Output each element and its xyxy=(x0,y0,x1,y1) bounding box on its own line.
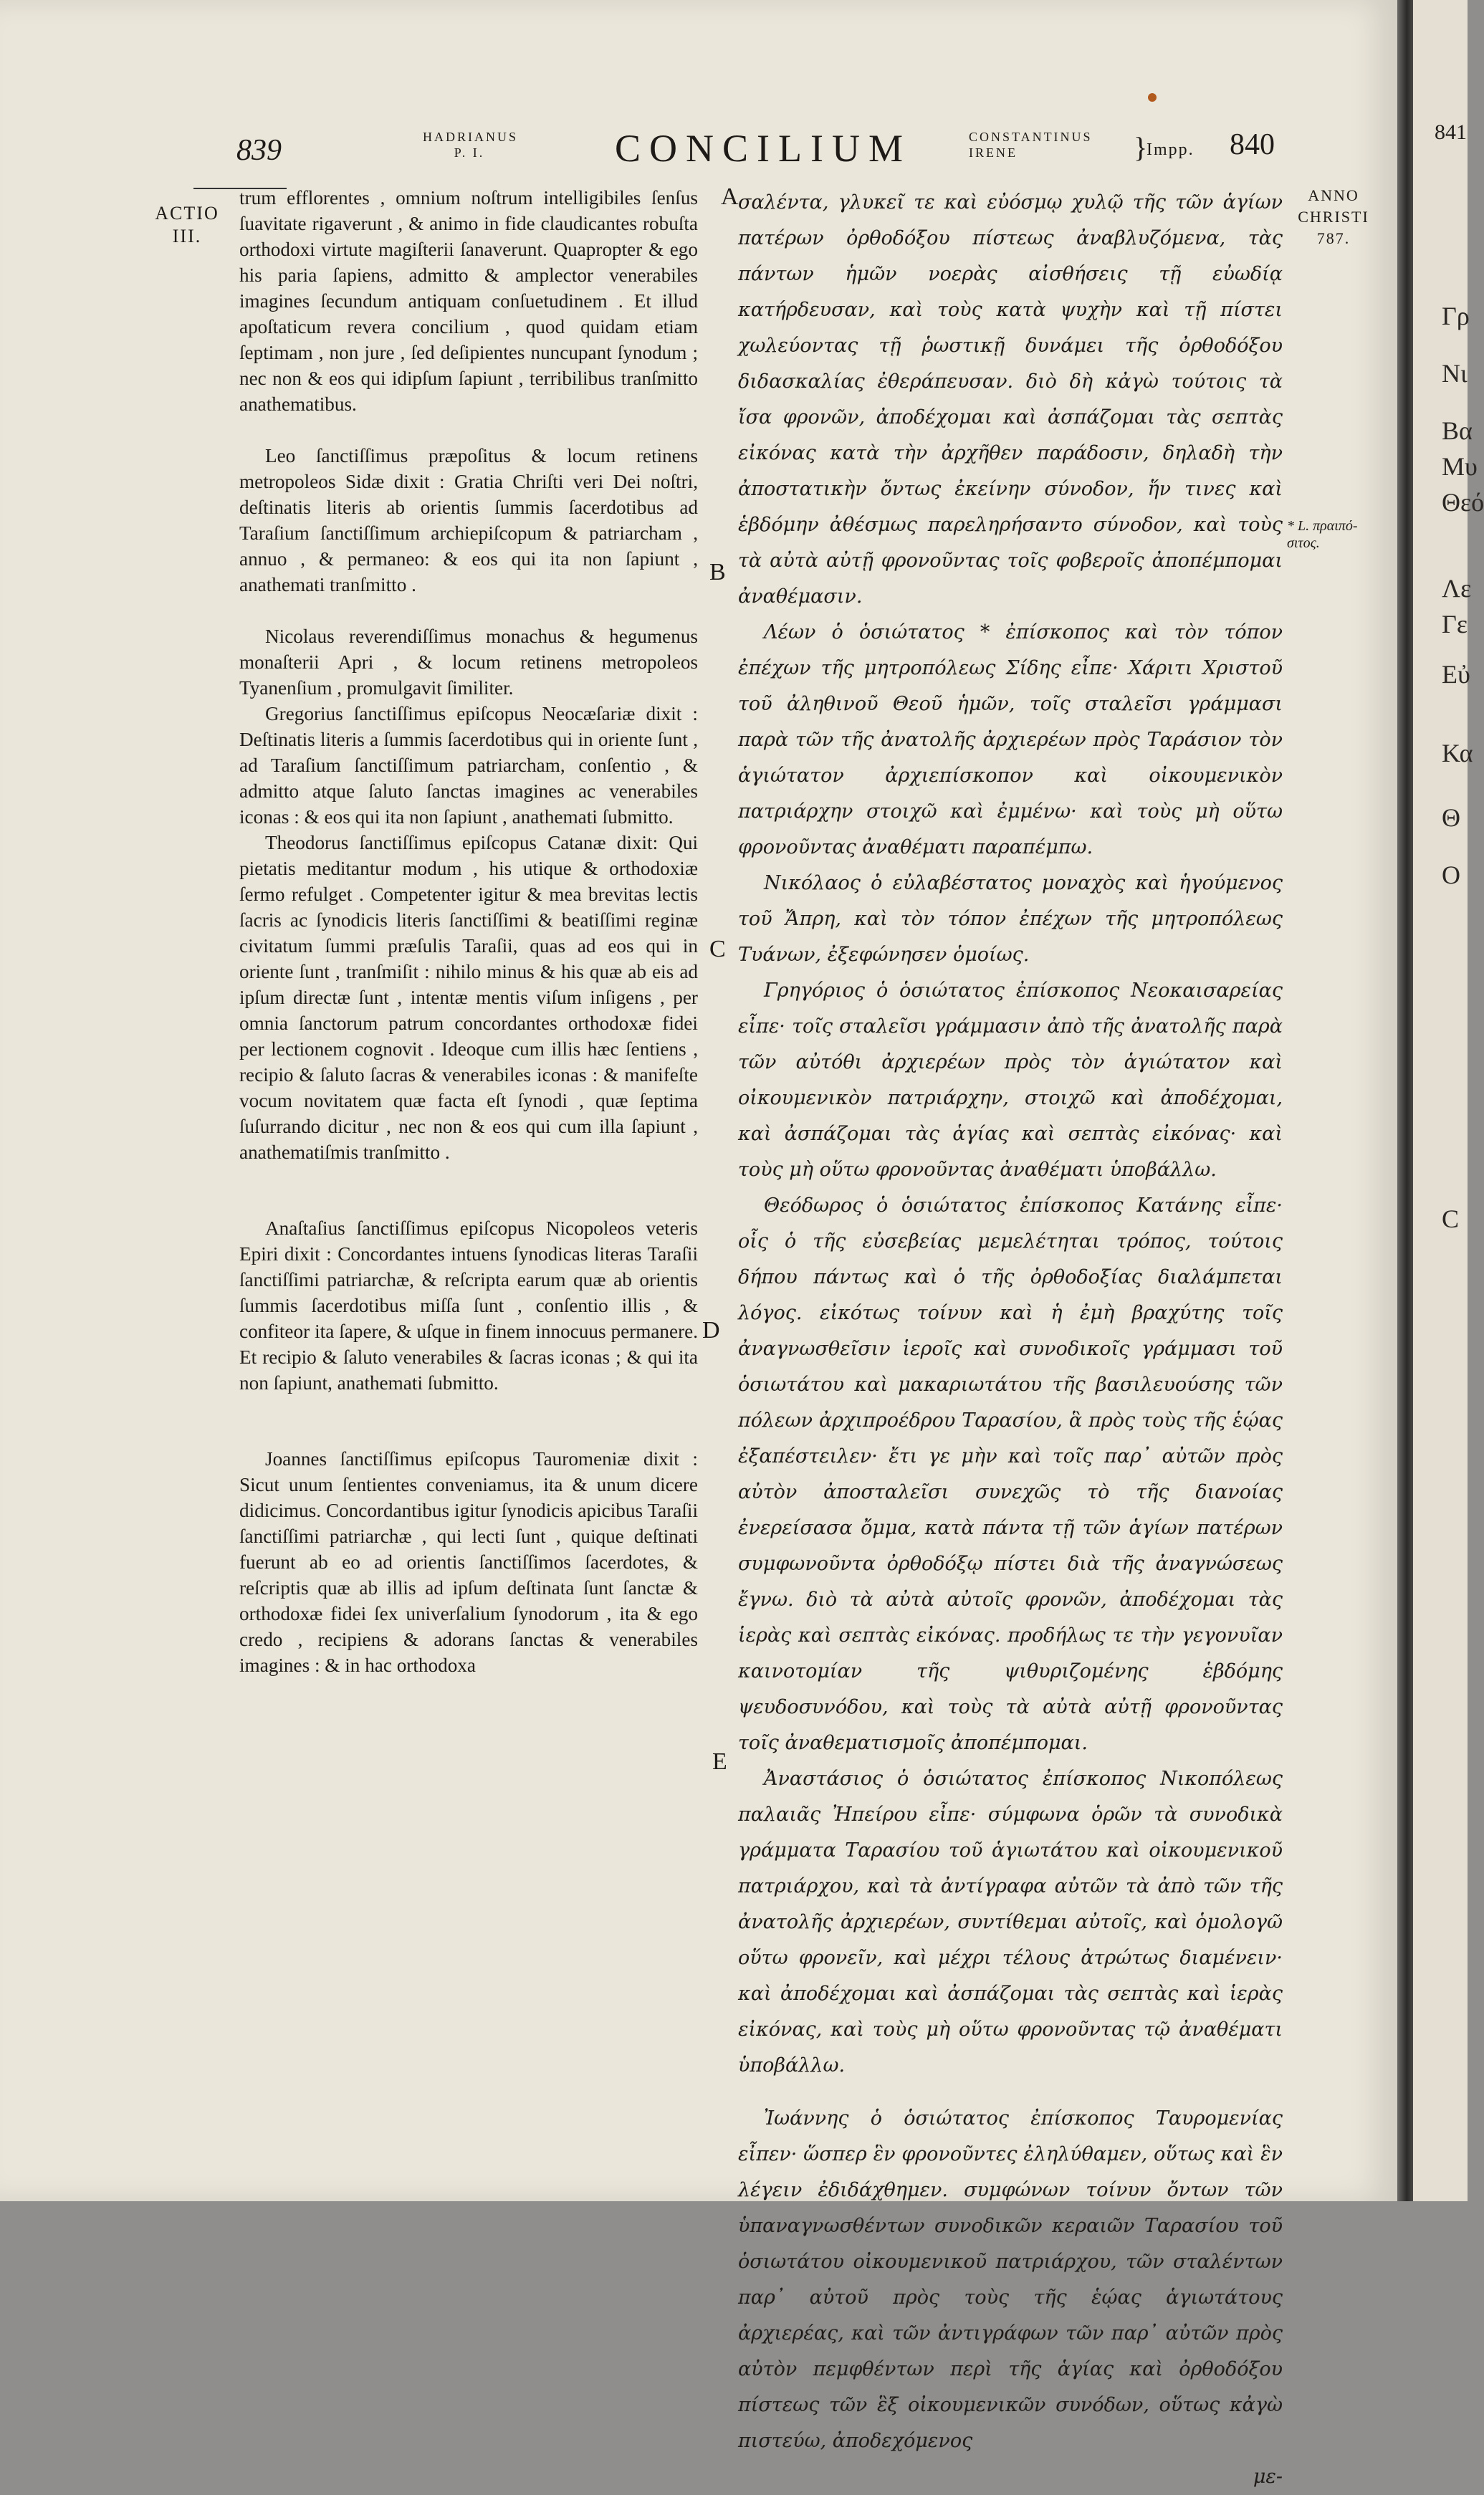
anno-note xyxy=(1287,185,1380,249)
pope-name: HADRIANUS xyxy=(423,130,519,144)
next-page-fragment: Μυ xyxy=(1442,452,1478,481)
next-page-fragment: Θεό xyxy=(1442,488,1484,517)
greek-paragraph: Θεόδωρος ὁ ὁσιώτατος ἐπίσκοπος Κατάνης εἶπε· οἷς ὁ τῆς εὐσεβείας μεμελέτηται τρόπος, τούτοις δήπου πάντως καὶ ὁ τῆς ὀρθοδοξίας διαλάμπεται λόγος. εἰκότως τοίνυν καὶ ἡ ἐμὴ βραχύτης τοῖς ἀναγνωσθεῖσιν ἱεροῖς καὶ συνοδικοῖς γράμμασι τοῦ ὁσιωτάτου καὶ μακαριωτάτου τῆς βασιλευούσης τῶν πόλεων ἀρχιπροέδρου Ταρασίου, ἃ πρὸς τοὺς τῆς ἑῴας ἐξαπέστειλεν· ἔτι γε μὴν καὶ τοῖς παρ᾽ αὐτῶν πρὸς αὐτὸν ἀποσταλεῖσι συνεχῶς τὸ τῆς διανοίας ἐνερείσασα ὄμμα, κατὰ πάντα τῇ τῶν ἁγίων πατέρων συμφωνοῦντα ὀρθοδόξῳ πίστει διὰ τῆς ἀναγνώσεως ἔγνω. διὸ τὰ αὐτὰ αὐτοῖς φρονῶν, ἀποδέχομαι τὰς ἱερὰς καὶ σεπτὰς εἰκόνας. προδήλως τε τὴν γεγονυῖαν καινοτομίαν τῆς ψιθυριζομένης ἑβδόμης ψευδοσυνόδου, καὶ τοὺς τὰ αὐτὰ αὐτῇ φρονοῦντας τοῖς ἀναθεματισμοῖς ἀποπέμπομαι. xyxy=(738,1194,1283,1754)
greek-column xyxy=(738,185,1283,2495)
marginal-sidenote: * L. πραιπό-σιτος. xyxy=(1287,518,1358,551)
next-page-fragment: Βα xyxy=(1442,416,1473,445)
next-page-fragment: Κα xyxy=(1442,739,1473,767)
section-letter-a: A xyxy=(721,183,739,210)
pope-ordinal: P. I. xyxy=(454,145,485,160)
latin-paragraph: Joannes ſanctiſſimus epiſcopus Tauromeniæ dixit : Sicut unum ſentientes conveniamus, ita & unum dicere didicimus. Concordantibus igitur ſynodicis apicibus Taraſii ſanctiſſimi patriarchæ , qui lecti ſunt , quique deſtinati fuerunt ab eo ad orientis ſanctiſſimos ſacerdotes, & reſcriptis quæ ab illis ad ipſum deſtinata ſunt ſanctæ & orthodoxæ fidei ſex univerſalium ſynodorum , ita & ego credo , recipiens & adorans ſanctas & venerabiles imagines : & in hac orthodoxa xyxy=(239,1448,698,1676)
brace: } xyxy=(1134,131,1148,163)
latin-column xyxy=(239,185,698,1678)
section-letter-d: D xyxy=(702,1317,720,1344)
book-gutter xyxy=(1397,0,1413,2201)
pope-label xyxy=(423,129,519,161)
next-page-number: 841 xyxy=(1435,120,1467,144)
latin-paragraph: Leo ſanctiſſimus præpoſitus & locum retinens metropoleos Sidæ dixit : Gratia Chriſti veri Dei noſtri, deſtinatis literis ab orientis ſummis ſacerdotibus ad Taraſium ſanctiſſimum archiepiſcopum & patriarcham , annuo , & permaneo: & eos qui ita non ſapiunt , anathemati tranſmitto . xyxy=(239,445,698,595)
next-page-fragment: Θ xyxy=(1442,803,1460,832)
greek-paragraph: σαλέντα, γλυκεῖ τε καὶ εὐόσμῳ χυλῷ τῆς τῶν ἁγίων πατέρων ὀρθοδόξου πίστεως ἀναβλυζόμενα, τὰς πάντων ἡμῶν νοερὰς αἰσθήσεις τῇ εὐωδίᾳ κατήρδευσαν, καὶ τοὺς κατὰ ψυχὴν καὶ τῇ πίστει χωλεύοντας τῇ ῥωστικῇ δυνάμει τῆς ὀρθοδόξου διδασκαλίας ἐθεράπευσαν. διὸ δὴ κἀγὼ τούτοις τὰ ἴσα φρονῶν, ἀποδέχομαι καὶ ἀσπάζομαι τὰς σεπτὰς εἰκόνας κατὰ τὴν ἀρχῆθεν παράδοσιν, δηλαδὴ τὴν ἀποστατικὴν ὄντως ἐκείνην σύνοδον, ἥν τινες καὶ ἑβδόμην ἀθέσμως παρεληρήσαντο σύνοδον, καὶ τοὺς τὰ αὐτὰ αὐτῇ φρονοῦντας τοῖς φοβεροῖς ἀποπέμπομαι ἀναθέμασιν. xyxy=(738,191,1283,608)
section-letter-c: C xyxy=(709,936,726,962)
catchword: με- xyxy=(1253,2466,1283,2488)
section-letter-e: E xyxy=(712,1748,727,1775)
next-page-fragment: Νι xyxy=(1442,359,1468,388)
actio-note xyxy=(140,202,234,248)
emperors-label xyxy=(969,129,1126,161)
next-page-fragment: Γε xyxy=(1442,610,1468,638)
emperor-irene: IRENE xyxy=(969,145,1018,160)
latin-paragraph: trum efflorentes , omnium noſtrum intelligibiles ſenſus ſuavitate rigaverunt , & animo in fide claudicantes robuſta orthodoxi virtute magiſterii ſanaverunt. Quapropter & ego his paria ſapiens, admitto & amplector venerabiles imagines ſecundum antiquam conſuetudinem . Et illud apoſtaticum revera concilium , quod quidam etiam ſeptimam , non jure , ſed deſipientes nuncupant ſynodum ; nec non & eos qui idipſum ſapiunt , terribilibus tranſmitto anathematibus. xyxy=(239,187,698,415)
ink-spot xyxy=(1148,93,1157,102)
actio-label: ACTIO xyxy=(155,203,219,224)
emperor-constantinus: CONSTANTINUS xyxy=(969,130,1093,144)
next-page-fragment: C xyxy=(1442,1205,1460,1233)
latin-paragraph: Anaſtaſius ſanctiſſimus epiſcopus Nicopoleos veteris Epiri dixit : Concordantes intuens ſynodicas literas Taraſii ſanctiſſimi patriarchæ, & reſcripta earum quæ ab orientis ſummis ſacerdotibus miſſa ſunt , conſentio illis , & confiteor ita ſapere, & uſque in finem innocuus permanere. Et recipio & ſaluto venerabiles & ſacras iconas ; & qui ita non ſapiunt, anathemati ſubmitto. xyxy=(239,1217,698,1394)
year-label: 787. xyxy=(1316,229,1351,247)
greek-paragraph: Λέων ὁ ὁσιώτατος * ἐπίσκοπος καὶ τὸν τόπον ἐπέχων τῆς μητροπόλεως Σίδης εἶπε· Χάριτι Χριστοῦ τοῦ ἀληθινοῦ Θεοῦ ἡμῶν, τοῖς σταλεῖσι γράμμασι παρὰ τῶν τῆς ἀνατολῆς ἀρχιερέων πρὸς Ταράσιον τὸν ἁγιώτατον ἀρχιεπίσκοπον καὶ οἰκουμενικὸν πατριάρχην στοιχῶ καὶ ἐμμένω· καὶ τοὺς μὴ οὕτω φρονοῦντας ἀναθέματι παραπέμπω. xyxy=(738,621,1283,858)
running-header xyxy=(0,115,1397,179)
greek-paragraph: Νικόλαος ὁ εὐλαβέστατος μοναχὸς καὶ ἡγούμενος τοῦ Ἄπρη, καὶ τὸν τόπον ἐπέχων τῆς μητροπόλεως Τυάνων, ἐξεφώνησεν ὁμοίως. xyxy=(738,872,1283,966)
emperors-abbrev: Impp. xyxy=(1146,140,1195,159)
actio-number: III. xyxy=(172,226,202,246)
anno-label: ANNO xyxy=(1308,186,1359,204)
page-number-left: 839 xyxy=(236,134,282,167)
next-page-fragment: Ο xyxy=(1442,861,1460,889)
section-letter-b: B xyxy=(709,559,726,585)
latin-paragraph: Nicolaus reverendiſſimus monachus & hegumenus monaſterii Apri , & locum retinens metropoleos Tyanenſium , promulgavit ſimiliter. xyxy=(239,626,698,699)
next-page-edge xyxy=(1413,0,1484,2201)
christi-label: CHRISTI xyxy=(1298,208,1369,226)
greek-paragraph: Ἀναστάσιος ὁ ὁσιώτατος ἐπίσκοπος Νικοπόλεως παλαιᾶς Ἠπείρου εἶπε· σύμφωνα ὁρῶν τὰ συνοδικὰ γράμματα Ταρασίου τοῦ ἁγιωτάτου καὶ οἰκουμενικοῦ πατριάρχου, καὶ τὰ ἀντίγραφα αὐτῶν τὰ ἀπὸ τῶν τῆς ἀνατολῆς ἀρχιερέων, συντίθεμαι αὐτοῖς, καὶ ὁμολογῶ οὕτω φρονεῖν, καὶ μέχρι τέλους ἀτρώτως διαμένειν· καὶ ἀποδέχομαι καὶ ἀσπάζομαι τὰς σεπτὰς καὶ ἱερὰς εἰκόνας, καὶ τοὺς μὴ οὕτω φρονοῦντας τῷ ἀναθέματι ὑποβάλλω. xyxy=(738,1768,1283,2077)
page-title: CONCILIUM xyxy=(615,127,911,170)
next-page-fragment: Γρ xyxy=(1442,302,1470,330)
greek-paragraph: Γρηγόριος ὁ ὁσιώτατος ἐπίσκοπος Νεοκαισαρείας εἶπε· τοῖς σταλεῖσι γράμμασιν ἀπὸ τῆς ἀνατολῆς παρὰ τῶν αὐτόθι ἀρχιερέων πρὸς τὸν ἁγιώτατον καὶ οἰκουμενικὸν πατριάρχην, στοιχῶ καὶ ἀποδέχομαι, καὶ ἀσπάζομαι τὰς ἁγίας καὶ σεπτὰς εἰκόνας· καὶ τοὺς μὴ οὕτω φρονοῦντας ἀναθέματι ὑποβάλλω. xyxy=(738,980,1283,1181)
latin-paragraph: Gregorius ſanctiſſimus epiſcopus Neocæſariæ dixit : Deſtinatis literis a ſummis ſacerdotibus qui in oriente ſunt , ad Taraſium ſanctiſſimum patriarcham, conſentio , & admitto atque ſaluto ſanctas imagines ac venerabiles iconas : & eos qui ita non ſapiunt , anathemati ſubmitto. xyxy=(239,703,698,828)
next-page-fragment: Εὐ xyxy=(1442,660,1470,689)
greek-paragraph: Ἰωάννης ὁ ὁσιώτατος ἐπίσκοπος Ταυρομενίας εἶπεν· ὥσπερ ἓν φρονοῦντες ἐληλύθαμεν, οὕτως καὶ ἓν λέγειν ἐδιδάχθημεν. συμφώνων τοίνυν ὄντων τῶν ὑπαναγνωσθέντων συνοδικῶν κεραιῶν Ταρασίου τοῦ ὁσιωτάτου οἰκουμενικοῦ πατριάρχου, τῶν σταλέντων παρ᾽ αὐτοῦ πρὸς τοὺς τῆς ἑῴας ἁγιωτάτους ἀρχιερέας, καὶ τῶν ἀντιγράφων τῶν παρ᾽ αὐτῶν πρὸς αὐτὸν πεμφθέντων περὶ τῆς ἁγίας καὶ ὀρθοδόξου πίστεως τῶν ἓξ οἰκουμενικῶν συνόδων, οὕτως κἀγὼ πιστεύω, ἀποδεχόμενος xyxy=(738,2107,1283,2452)
page-number-right: 840 xyxy=(1230,128,1275,161)
next-page-fragment: Λε xyxy=(1442,574,1472,603)
latin-paragraph: Theodorus ſanctiſſimus epiſcopus Catanæ dixit: Qui pietatis meditantur modum , his utique & orthodoxiæ ſermo refulget . Competenter igitur & mea brevitas lectis ſacris ac ſynodicis literis ſanctiſſimi & beatiſſimi reginæ civitatum ſummi præſulis Taraſii, quas ad eos qui in oriente ſunt , tranſmiſit : nihilo minus & his quæ ab eis ad ipſum directæ ſunt , intentæ mentis viſum inſigens , per omnia ſanctorum patrum concordantes orthodoxæ fidei per lectionem cognovit . Ideoque cum illis hæc ſentiens , recipio & ſaluto ſacras & venerabiles iconas : & manifeſte vocum novitatem quæ facta eſt ſynodi , quæ ſeptima ſuſurrando dicitur , nec non & eos qui cum illa ſapiunt , anathematiſmis tranſmitto . xyxy=(239,832,698,1163)
